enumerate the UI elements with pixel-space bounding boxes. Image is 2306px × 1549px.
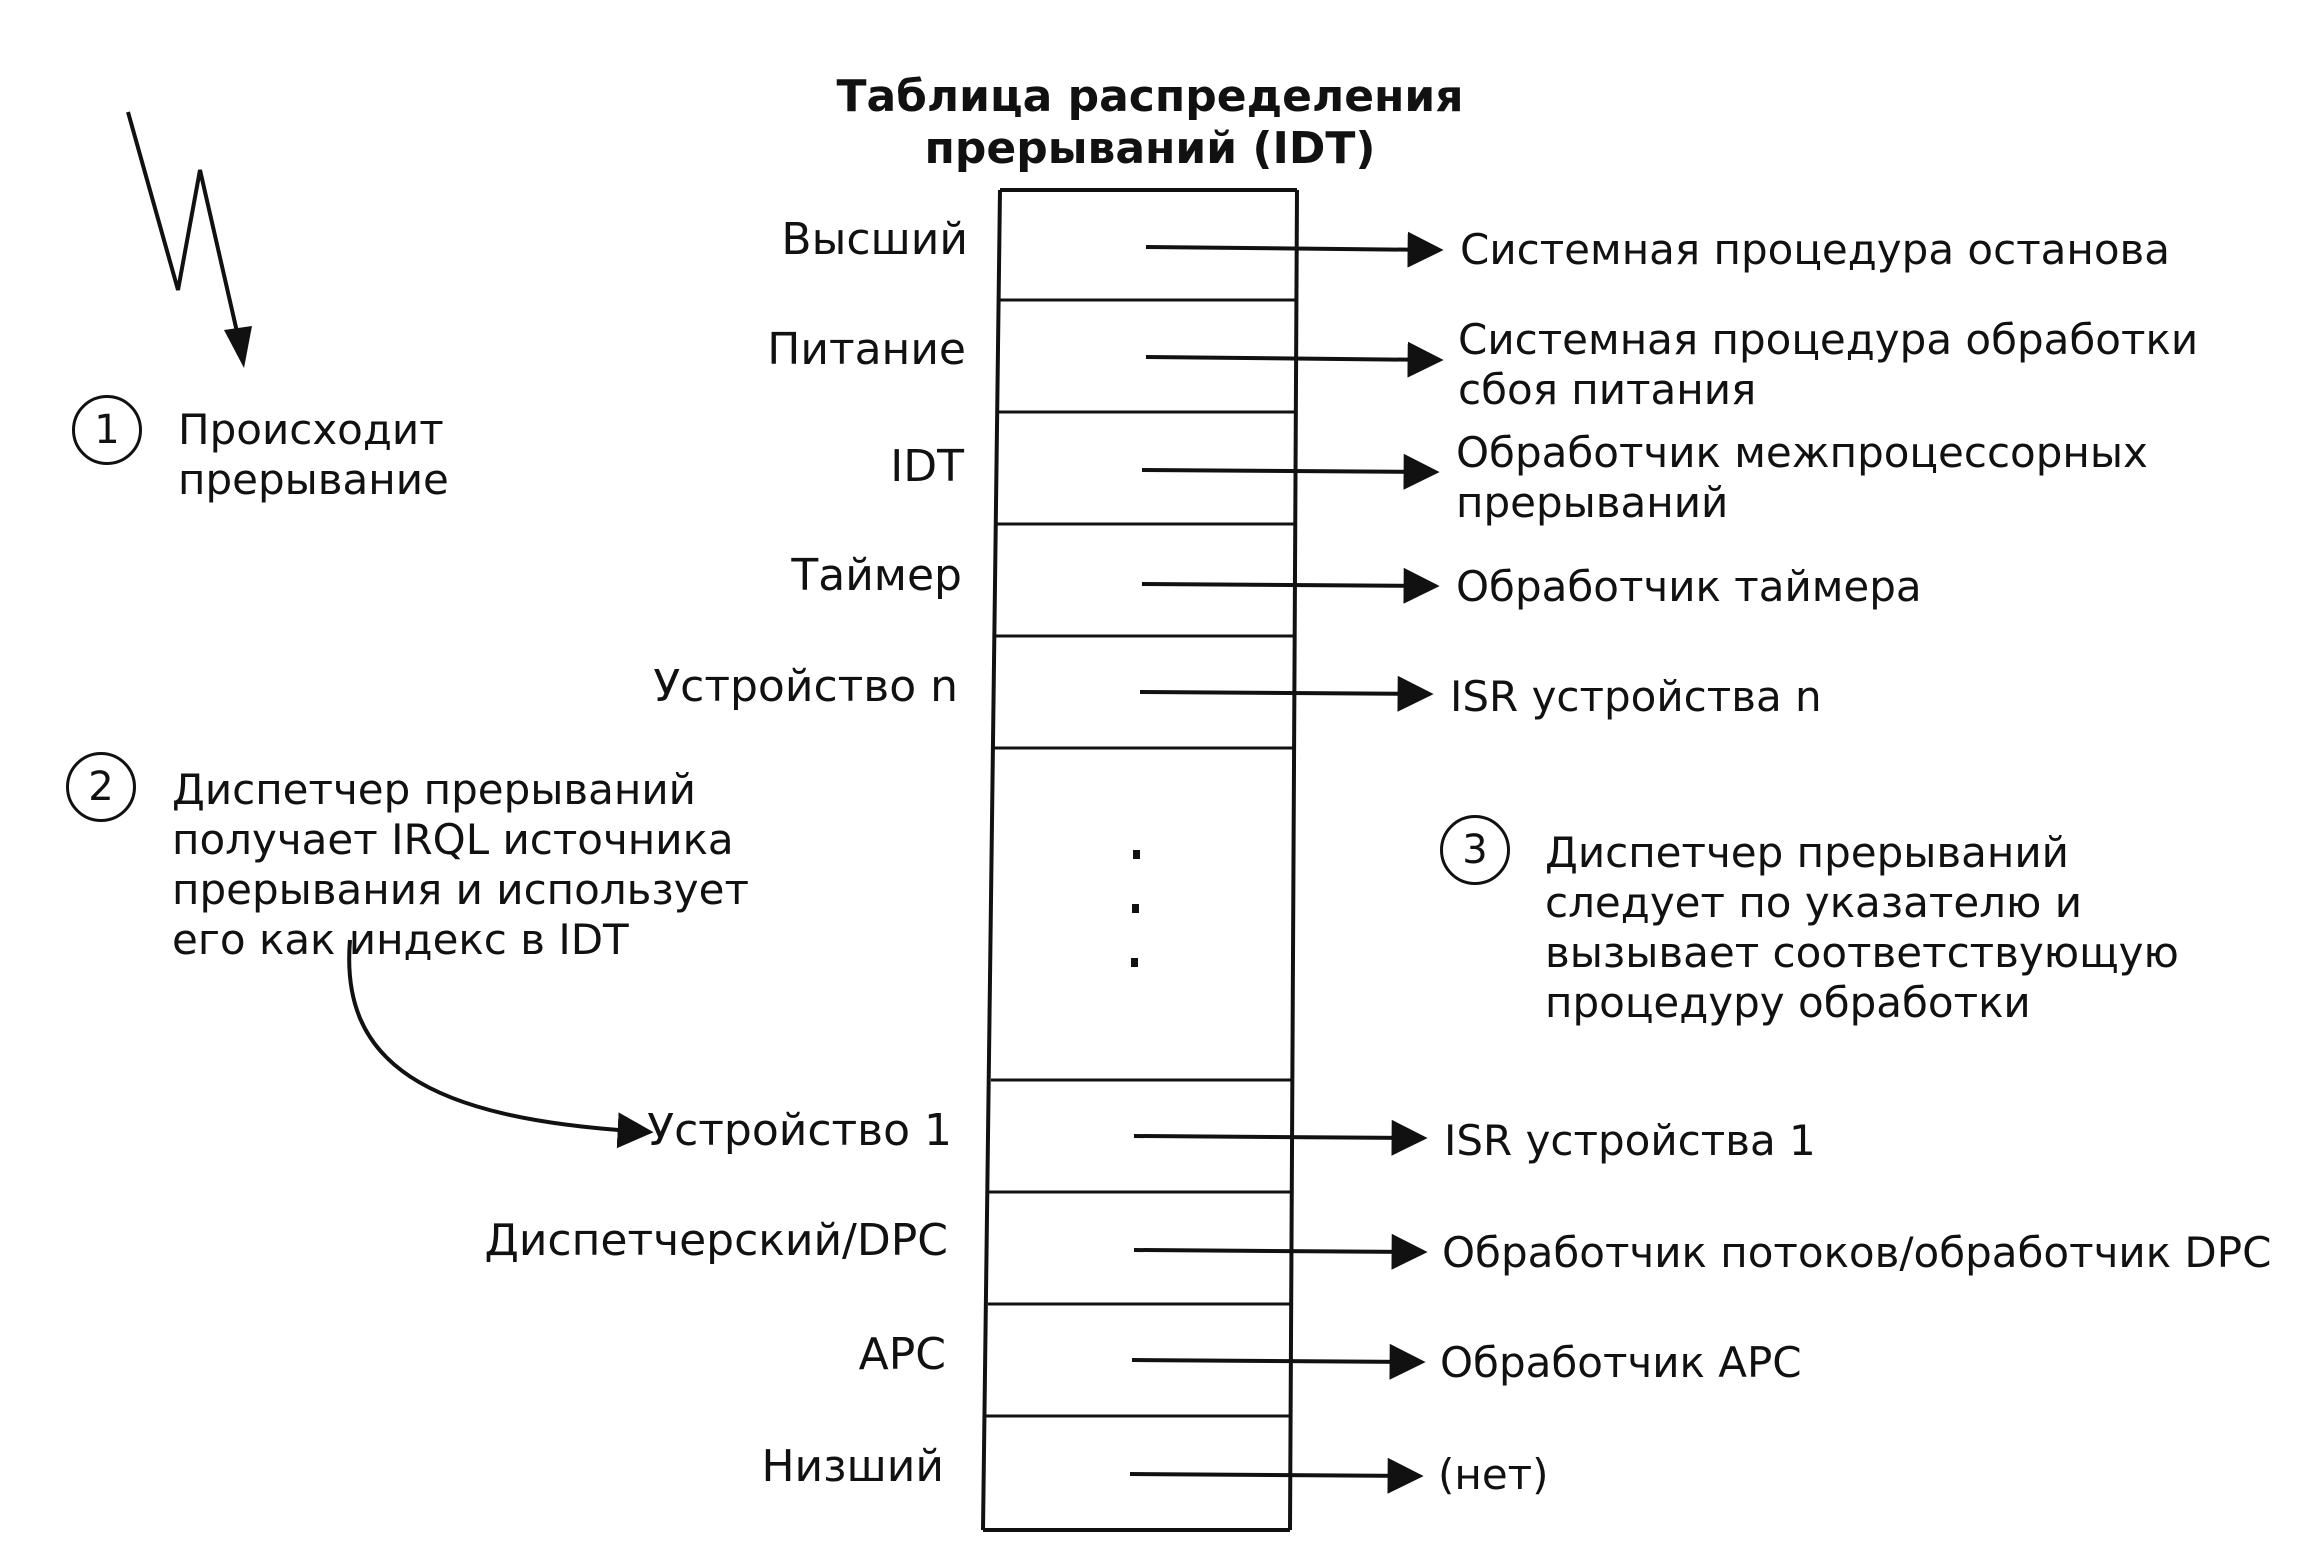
pointer-arrows — [1130, 247, 1440, 1476]
pointer-arrow — [1134, 1250, 1424, 1252]
ellipsis-dot — [1131, 958, 1138, 967]
pointer-arrow — [1142, 470, 1436, 472]
table-title-line2: прерываний (IDT) — [924, 123, 1376, 174]
pointer-arrow — [1140, 692, 1430, 694]
handler-label: Системная процедура обработки сбоя питания — [1458, 315, 2199, 414]
level-label: Устройство n — [653, 661, 958, 712]
pointer-arrow — [1134, 1136, 1424, 1138]
handler-label: Системная процедура останова — [1460, 225, 2171, 274]
ellipsis-dot — [1132, 904, 1139, 913]
step-3-text: Диспетчер прерываний следует по указателю и вызывает соответствующую процедуру обработки — [1545, 828, 2179, 1027]
level-label: Устройство 1 — [647, 1105, 952, 1156]
step-2-number: 2 — [66, 752, 136, 822]
pointer-arrow — [1146, 247, 1440, 250]
lightning-bolt-icon — [128, 112, 252, 368]
level-label: IDT — [890, 441, 964, 492]
handler-label: Обработчик потоков/обработчик DPC — [1442, 1228, 2272, 1277]
step-3-number: 3 — [1440, 815, 1510, 885]
handler-label: ISR устройства 1 — [1444, 1116, 1816, 1165]
step-1-text: Происходит прерывание — [178, 405, 449, 504]
ellipsis-dot — [1133, 850, 1140, 859]
level-label: APC — [858, 1329, 946, 1380]
table-left-border — [983, 190, 1000, 1530]
handler-label: Обработчик межпроцессорных прерываний — [1456, 428, 2148, 527]
pointer-arrow — [1132, 1360, 1422, 1362]
pointer-arrow — [1142, 584, 1436, 586]
level-label: Питание — [767, 324, 966, 375]
pointer-arrow — [1130, 1474, 1420, 1476]
step-1-number: 1 — [72, 395, 142, 465]
level-label: Низший — [761, 1441, 944, 1492]
pointer-arrow — [1146, 357, 1440, 360]
handler-label: Обработчик таймера — [1456, 562, 1922, 611]
index-arrow — [349, 940, 650, 1132]
table-right-border — [1290, 190, 1297, 1530]
idt-table — [983, 190, 1297, 1530]
level-label: Диспетчерский/DPC — [484, 1215, 948, 1266]
handler-label: Обработчик APC — [1440, 1338, 1802, 1387]
handler-label: (нет) — [1438, 1450, 1549, 1499]
handler-label: ISR устройства n — [1450, 672, 1822, 721]
level-label: Таймер — [791, 550, 962, 601]
level-label: Высший — [781, 214, 968, 265]
table-title-line1: Таблица распределения — [836, 71, 1464, 122]
step-2-text: Диспетчер прерываний получает IRQL источника прерывания и использует его как индекс в IDT — [172, 765, 749, 964]
